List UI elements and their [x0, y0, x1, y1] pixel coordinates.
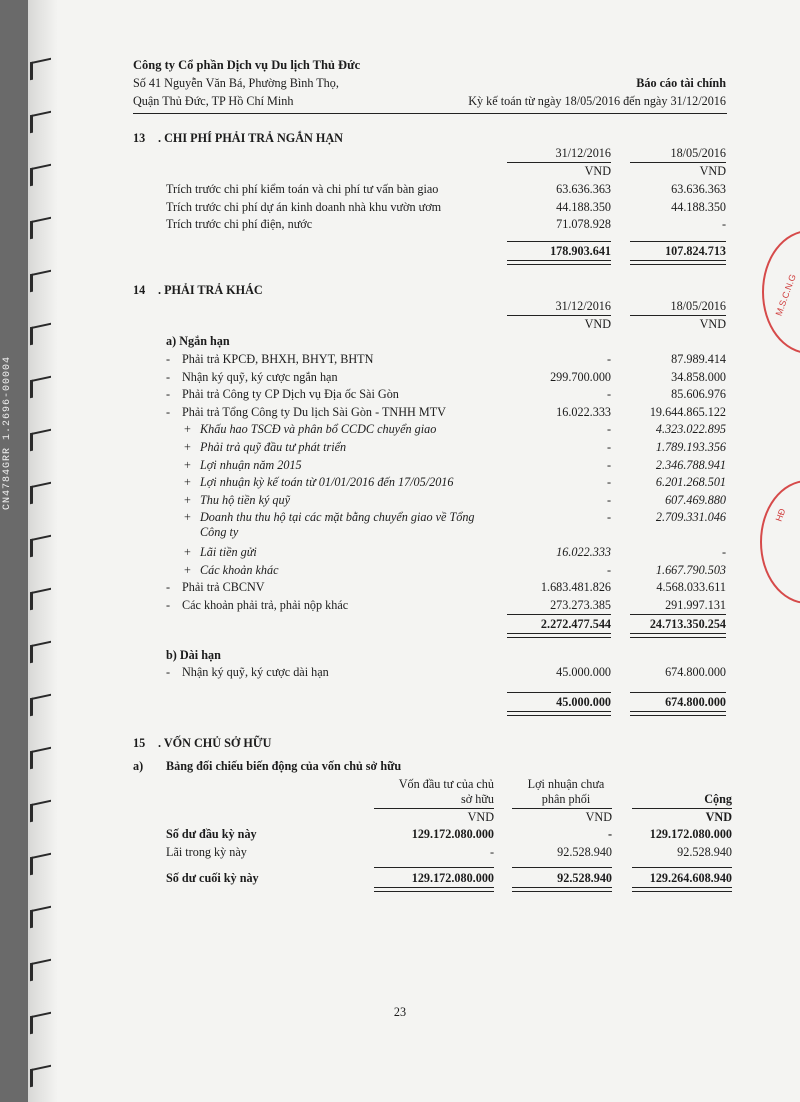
section15-col1-header-line1: Vốn đầu tư của chủ [398, 777, 494, 791]
section15-sub-title: Bảng đối chiếu biến động của vốn chủ sở hữu [166, 759, 402, 773]
section14-row-col2: 4.568.033.611 [656, 580, 726, 595]
section13-row-col1: 44.188.350 [556, 199, 611, 214]
section14-row-col2: 85.606.976 [671, 387, 726, 402]
section14-row-label: Khấu hao TSCĐ và phân bổ CCDC chuyển giao [200, 422, 437, 437]
section13-row-col2: - [721, 217, 726, 231]
page-number: 23 [393, 1005, 407, 1019]
section14-row-label: Lãi tiền gửi [200, 545, 257, 559]
section14-row-col1: - [606, 422, 611, 437]
section13-row-label: Trích trước chi phí kiểm toán và chi phí tư vấn bàn giao [166, 182, 439, 196]
section14-row-col2: - [721, 545, 726, 559]
company-address-line1: Số 41 Nguyễn Văn Bá, Phường Bình Thọ, [133, 76, 339, 90]
section14-col1-date: 31/12/2016 [555, 299, 611, 313]
section13-total-col2: 107.824.713 [665, 244, 726, 258]
section14-col2-date: 18/05/2016 [670, 299, 726, 313]
section14-b-row-col2: 674.800.000 [665, 665, 726, 679]
section14-row-col2: 2.709.331.046 [655, 510, 726, 525]
section14-b-total-topline-1 [507, 692, 611, 693]
section14-row-col2: 291.997.131 [665, 597, 726, 612]
section15-end-col3: 129.264.608.940 [649, 871, 732, 885]
section14-b-row-col1: 45.000.000 [556, 665, 611, 679]
section14-b-title: b) Dài hạn [166, 648, 221, 662]
section14-b-total-col2: 674.800.000 [665, 695, 726, 709]
section14-row-col1: 16.022.333 [556, 404, 611, 419]
section15-col2-underline [512, 808, 612, 809]
section14-b-row-label: Nhận ký quỹ, ký cược dài hạn [182, 665, 329, 679]
company-name: Công ty Cổ phần Dịch vụ Du lịch Thủ Đức [133, 58, 361, 72]
section14-row-bullet: + [184, 545, 191, 559]
section15-title: . VỐN CHỦ SỞ HỮU [158, 736, 272, 750]
section14-title: . PHẢI TRẢ KHÁC [158, 283, 263, 297]
section14-row-label: Phải trả Công ty CP Dịch vụ Địa ốc Sài Gòn [182, 387, 399, 402]
section15-col3-unit: VND [705, 810, 732, 824]
section14-a-total-col1: 2.272.477.544 [540, 617, 611, 631]
section13-row-col2: 63.636.363 [671, 182, 726, 196]
report-title: Báo cáo tài chính [636, 76, 726, 90]
section13-col1-underline [507, 162, 611, 163]
section15-col1-underline [374, 808, 494, 809]
section15-col1-header-line2: sở hữu [460, 792, 494, 806]
section14-row-col2: 607.469.880 [665, 492, 726, 507]
section15-end-topline-3 [632, 867, 732, 868]
section15-row0-col2: - [607, 827, 612, 841]
section13-col2-date: 18/05/2016 [670, 146, 726, 160]
spine-serial-text: CN4784GRR 1.2696-00004 [2, 355, 13, 510]
section14-row-col1: - [606, 562, 611, 577]
section14-number: 14 [133, 283, 146, 297]
section14-row-label: Thu hộ tiền ký quỹ [200, 492, 291, 507]
section14-row-bullet: + [184, 562, 191, 577]
section14-row-bullet: + [184, 422, 191, 437]
section14-row-label: Lợi nhuận kỳ kế toán từ 01/01/2016 đến 17/05/2016 [200, 475, 454, 490]
section14-row-label: Nhận ký quỹ, ký cược ngắn hạn [182, 369, 338, 384]
section15-end-label: Số dư cuối kỳ này [166, 871, 259, 885]
section14-row-col2: 1.667.790.503 [655, 562, 726, 577]
section14-row-label: Doanh thu thu hộ tại các mặt bằng chuyển giao về Tổng [200, 510, 475, 525]
section14-row-col2: 6.201.268.501 [655, 475, 726, 490]
binding-spine [0, 0, 28, 1102]
section15-row1-col2: 92.528.940 [557, 845, 612, 859]
company-address-line2: Quận Thủ Đức, TP Hồ Chí Minh [133, 94, 294, 108]
section15-col3-header: Cộng [704, 792, 732, 806]
section13-row-label: Trích trước chi phí điện, nước [166, 217, 313, 231]
section14-col2-underline [630, 315, 726, 316]
red-stamp-bottom [760, 480, 800, 604]
section15-row0-col1: 129.172.080.000 [411, 827, 494, 841]
section14-row-bullet: + [184, 457, 191, 472]
section14-a-total-topline-2 [630, 614, 726, 615]
section13-total-doubleline-1 [507, 260, 611, 265]
section14-b-row-bullet: - [166, 665, 171, 679]
section14-row-label: Phải trả CBCNV [182, 580, 265, 595]
section15-end-topline-2 [512, 867, 612, 868]
section14-b-total-doubleline-2 [630, 711, 726, 716]
section14-row-bullet: - [166, 369, 171, 384]
section14-b-total-topline-2 [630, 692, 726, 693]
section14-row-col1: 273.273.385 [550, 597, 611, 612]
section15-end-topline-1 [374, 867, 494, 868]
section14-row-bullet: + [184, 475, 191, 490]
section14-col2-unit: VND [699, 317, 726, 331]
section15-sub-label: a) [133, 759, 144, 773]
section13-total-col1: 178.903.641 [550, 244, 611, 258]
section15-end-doubleline-1 [374, 887, 494, 892]
section14-row-label: Phải trả KPCĐ, BHXH, BHYT, BHTN [182, 352, 374, 366]
section14-row-col1: 16.022.333 [556, 545, 611, 559]
section14-row-col1: - [606, 492, 611, 507]
section14-row-label-cont: Công ty [200, 525, 239, 540]
section14-b-total-doubleline-1 [507, 711, 611, 716]
section15-col2-header-line1: Lợi nhuận chưa [527, 777, 605, 791]
section14-row-bullet: + [184, 510, 191, 525]
report-period: Kỳ kế toán từ ngày 18/05/2016 đến ngày 31/12/2016 [468, 94, 726, 108]
section15-col3-underline [632, 808, 732, 809]
section14-col1-underline [507, 315, 611, 316]
section14-row-label: Phải trả quỹ đầu tư phát triển [200, 440, 347, 454]
section13-total-doubleline-2 [630, 260, 726, 265]
section14-row-col1: - [606, 352, 611, 366]
section14-row-col1: 1.683.481.826 [540, 580, 611, 595]
section14-a-total-doubleline-1 [507, 633, 611, 638]
section15-col1-unit: VND [467, 810, 494, 824]
section13-row-col1: 71.078.928 [556, 217, 611, 231]
section14-row-label: Phải trả Tổng Công ty Du lịch Sài Gòn - TNHH MTV [182, 404, 446, 419]
section14-a-total-doubleline-2 [630, 633, 726, 638]
section14-row-bullet: - [166, 597, 171, 612]
section14-row-col1: - [606, 457, 611, 472]
section15-row1-label: Lãi trong kỳ này [166, 845, 247, 859]
section14-row-bullet: - [166, 404, 171, 419]
section13-col2-underline [630, 162, 726, 163]
section15-col2-unit: VND [585, 810, 612, 824]
section15-end-col1: 129.172.080.000 [411, 871, 494, 885]
section13-row-col1: 63.636.363 [556, 182, 611, 196]
section14-row-col1: - [606, 510, 611, 525]
section15-end-doubleline-3 [632, 887, 732, 892]
section15-col2-header-line2: phân phối [541, 792, 591, 806]
section13-col1-unit: VND [584, 164, 611, 178]
section14-row-bullet: + [184, 492, 191, 507]
section14-row-label: Các khoản phải trả, phải nộp khác [182, 597, 349, 612]
section14-row-col2: 4.323.022.895 [655, 422, 726, 437]
section13-col1-date: 31/12/2016 [555, 146, 611, 160]
header-divider [133, 113, 727, 114]
section13-number: 13 [133, 131, 146, 145]
section14-row-bullet: - [166, 387, 171, 402]
section15-number: 15 [133, 736, 146, 750]
section15-row0-col3: 129.172.080.000 [649, 827, 732, 841]
section14-row-col1: - [606, 440, 611, 454]
section14-row-bullet: - [166, 580, 171, 595]
section15-end-doubleline-2 [512, 887, 612, 892]
section14-a-total-topline-1 [507, 614, 611, 615]
section13-row-col2: 44.188.350 [671, 199, 726, 214]
section14-row-col2: 87.989.414 [671, 352, 726, 366]
section14-row-col2: 34.858.000 [671, 369, 726, 384]
section14-row-label: Các khoản khác [200, 562, 279, 577]
section14-a-title: a) Ngắn hạn [166, 334, 230, 348]
section15-row1-col3: 92.528.940 [677, 845, 732, 859]
section14-row-col1: 299.700.000 [550, 369, 611, 384]
section14-row-col2: 2.346.788.941 [655, 457, 726, 472]
section14-b-total-col1: 45.000.000 [556, 695, 611, 709]
section14-row-col1: - [606, 475, 611, 490]
section14-col1-unit: VND [584, 317, 611, 331]
stamp-text-bottom: HĐ [773, 507, 788, 523]
section15-end-col2: 92.528.940 [557, 871, 612, 885]
section14-row-col2: 19.644.865.122 [649, 404, 726, 419]
stamp-text-top: M.S.C.N.G [773, 272, 798, 318]
section14-row-label: Lợi nhuận năm 2015 [200, 457, 302, 472]
section15-row1-col1: - [489, 845, 494, 859]
section14-row-bullet: - [166, 352, 171, 366]
section13-total-topline-2 [630, 241, 726, 242]
section14-a-total-col2: 24.713.350.254 [649, 617, 726, 631]
section14-row-col2: 1.789.193.356 [655, 440, 726, 454]
section13-row-label: Trích trước chi phí dự án kinh doanh nhà khu vườn ươm [166, 199, 442, 214]
section13-total-topline-1 [507, 241, 611, 242]
section13-col2-unit: VND [699, 164, 726, 178]
section14-row-bullet: + [184, 440, 191, 454]
section13-title: . CHI PHÍ PHẢI TRẢ NGẮN HẠN [158, 131, 343, 145]
section15-row0-label: Số dư đầu kỳ này [166, 827, 257, 841]
section14-row-col1: - [606, 387, 611, 402]
